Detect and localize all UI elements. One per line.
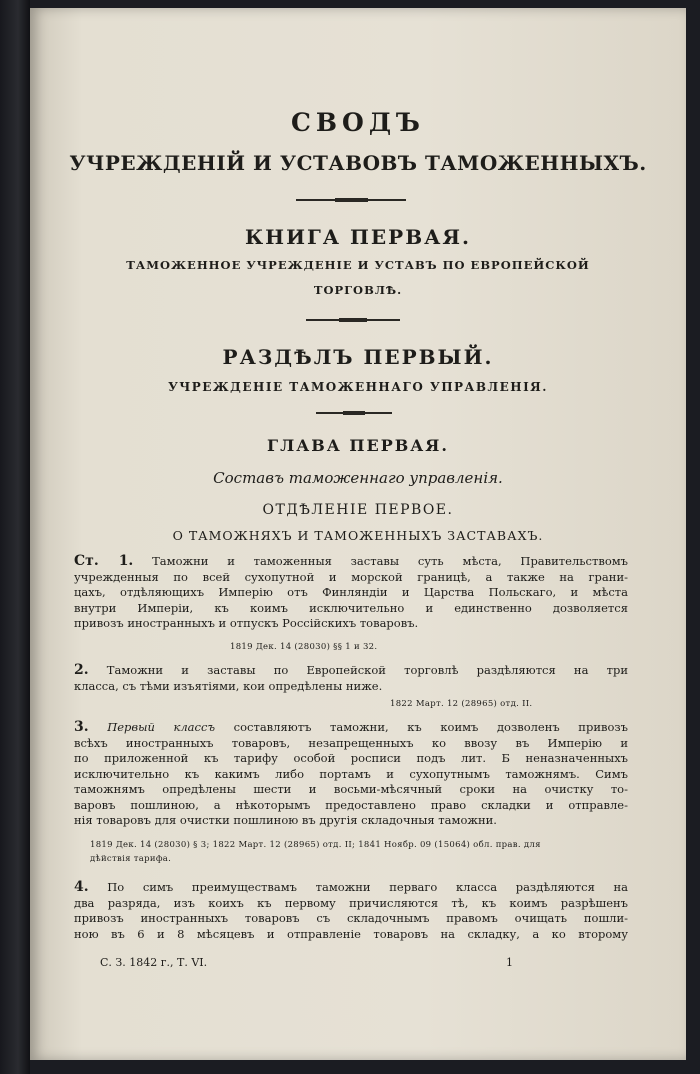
article-line: внутри Имперіи, къ коимъ исключительно и единственно дозволяется: [74, 600, 628, 615]
book-subtitle-line-1: ТАМОЖЕННОЕ УЧРЕЖДЕНІЕ И УСТАВЪ ПО ЕВРОПЕЙСКОЙ: [126, 258, 590, 272]
article-3: [74, 720, 628, 829]
book-heading: КНИГА ПЕРВАЯ.: [244, 225, 471, 249]
section-heading: РАЗДѢЛЪ ПЕРВЫЙ.: [222, 345, 494, 369]
book-spine-edge: [0, 0, 30, 1074]
article-number: 4.: [74, 879, 89, 895]
article-line: таможнямъ опредѣлены шести и восьми-мѣсячный сроки на очистку то-: [74, 782, 628, 796]
article-3-reference-2: дѣйствія тарифа.: [90, 854, 172, 864]
footer-volume: С. З. 1842 г., Т. VI.: [100, 956, 208, 969]
article-line: по приложенной къ тарифу особой росписи подъ лит. Б неназначенныхъ: [74, 751, 628, 765]
page-number: 1: [506, 956, 513, 969]
section-subtitle: УЧРЕЖДЕНІЕ ТАМОЖЕННАГО УПРАВЛЕНІЯ.: [168, 380, 548, 394]
article-2-reference: 1822 Март. 12 (28965) отд. II.: [390, 699, 533, 709]
book-subtitle-line-2: ТОРГОВЛѢ.: [313, 283, 403, 297]
article-line: два разряда, изъ коихъ къ первому причисляются тѣ, къ коимъ разрѣшенъ: [74, 895, 628, 910]
title-svod: СВОДЪ: [291, 108, 425, 137]
article-2: [74, 663, 628, 694]
article-line: ною въ 6 и 8 мѣсяцевъ и отправленіе товаровъ на складку, а ко второму: [74, 926, 628, 941]
article-1: [74, 554, 628, 632]
book-page: [30, 8, 686, 1060]
article-line: Таможни и таможенныя заставы суть мѣста, Правительствомъ: [152, 554, 629, 568]
article-line: цахъ, отдѣляющихъ Имперію отъ Финляндіи и Царства Польскаго, и мѣста: [74, 585, 628, 599]
article-3-reference-1: 1819 Дек. 14 (28030) § 3; 1822 Март. 12 (28965) отд. II; 1841 Ноябр. 09 (15064) обл. прав. для: [90, 840, 541, 850]
article-1-reference: 1819 Дек. 14 (28030) §§ 1 и 32.: [230, 642, 378, 652]
article-line: нія товаровъ для очистки пошлиною въ другія складочныя таможни.: [74, 813, 497, 827]
article-line: класса, съ тѣми изъятіями, кои опредѣлены ниже.: [74, 678, 383, 693]
article-line: учрежденныя по всей сухопутной и морской границѣ, а также на грани-: [74, 569, 628, 584]
divider-3: [316, 412, 392, 414]
article-line: всѣхъ иностранныхъ товаровъ, незапрещенныхъ ко ввозу въ Имперію и: [74, 735, 628, 750]
department-subtitle: О ТАМОЖНЯХЪ И ТАМОЖЕННЫХЪ ЗАСТАВАХЪ.: [172, 528, 544, 543]
title-uchrezhdeniy: УЧРЕЖДЕНІЙ И УСТАВОВЪ ТАМОЖЕННЫХЪ.: [69, 151, 647, 175]
article-lead: Первый классъ: [107, 720, 216, 734]
article-line: варовъ пошлиною, а нѣкоторымъ предоставлено право складки и отправле-: [74, 797, 628, 812]
divider-2: [306, 319, 400, 321]
article-number: Ст. 1.: [74, 553, 134, 569]
article-line: Таможни и заставы по Европейской торговлѣ раздѣляются на три: [106, 663, 628, 677]
article-4: [74, 880, 628, 942]
chapter-heading: ГЛАВА ПЕРВАЯ.: [267, 436, 449, 455]
chapter-subtitle: Составъ таможеннаго управленія.: [213, 469, 503, 487]
article-line: исключительно къ какимъ либо портамъ и сухопутнымъ таможнямъ. Симъ: [74, 766, 628, 781]
article-number: 2.: [74, 662, 89, 678]
article-line: привозъ иностранныхъ и отпускъ Россійскихъ товаровъ.: [74, 616, 419, 630]
article-line: По симъ преимуществамъ таможни перваго класса раздѣляются на: [107, 880, 629, 894]
divider-1: [296, 199, 406, 201]
article-line: привозъ иностранныхъ товаровъ съ складочнымъ правомъ очищать пошли-: [74, 911, 628, 925]
article-number: 3.: [74, 719, 89, 735]
article-line: составляютъ таможни, къ коимъ дозволенъ привозъ: [233, 720, 628, 734]
department-heading: ОТДѢЛЕНІЕ ПЕРВОЕ.: [262, 502, 454, 518]
